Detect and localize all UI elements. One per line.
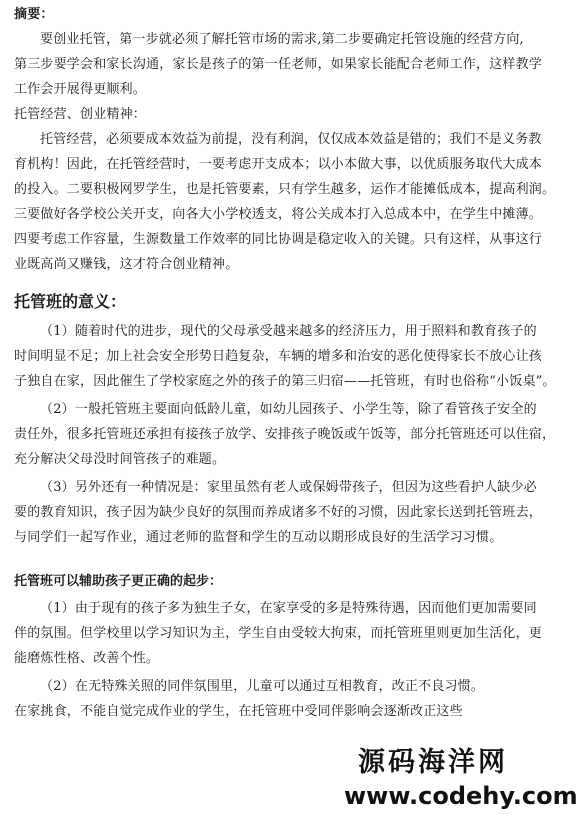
meaning-paragraph-1-line: 子独自在家，因此催生了学校家庭之外的孩子的第三归宿——托管班，有时也俗称“小饭桌”。 <box>14 374 556 389</box>
abstract-heading: 摘要： <box>14 7 54 22</box>
spirit-line: 托管经营，必须要成本效益为前提，没有利润，仅仅成本效益是错的；我们不是义务教 <box>40 132 542 147</box>
spirit-line: 育机构！因此，在托管经营时，一要考虑开支成本；以小本做大事，以优质服务取代大成本 <box>14 157 543 172</box>
abstract-line: 工作会开展得更顺利。 <box>14 82 147 97</box>
meaning-paragraph-2-line: 充分解决父母没时间管孩子的难题。 <box>14 452 226 467</box>
meaning-paragraph-1-line: 时间明显不足；加上社会安全形势日趋复杂，车辆的增多和治安的恶化使得家长不放心让孩 <box>14 349 543 364</box>
spirit-line: 三要做好各学校公关开支，向各大小学校透支，将公关成本打入总成本中，在学生中摊薄。 <box>14 207 543 222</box>
help-paragraph-1-line: 能磨炼性格、改善个性。 <box>14 651 160 666</box>
watermark-name: 源码海洋网 <box>358 747 508 778</box>
meaning-paragraph-3-line: 要的教育知识，孩子因为缺少良好的氛围而养成诸多不好的习惯，因此家长送到托管班去， <box>14 505 543 520</box>
watermark-url: www.codehy.com <box>344 782 578 810</box>
abstract-line: 第三步要学会和家长沟通，家长是孩子的第一任老师，如果家长能配合老师工作，这样教学 <box>14 57 543 72</box>
spirit-line: 业既高尚又赚钱，这才符合创业精神。 <box>14 257 239 272</box>
help-paragraph-2-line: 在家挑食，不能自觉完成作业的学生，在托管班中受同伴影响会逐渐改正这些 <box>14 704 463 719</box>
spirit-line: 四要考虑工作容量，生源数量工作效率的同比协调是稳定收入的关键。只有这样，从事这行 <box>14 232 543 247</box>
meaning-heading: 托管班的意义： <box>14 292 127 311</box>
abstract-line: 要创业托管，第一步就必须了解托管市场的需求,第二步要确定托管设施的经营方向, <box>40 32 524 47</box>
meaning-paragraph-3-line: 与同学们一起写作业，通过老师的监督和学生的互动以期形成良好的生活学习习惯。 <box>14 530 503 545</box>
help-heading: 托管班可以辅助孩子更正确的起步： <box>14 574 223 589</box>
meaning-paragraph-2-line: 责任外，很多托管班还承担有接孩子放学、安排孩子晚饭或午饭等，部分托管班还可以住宿， <box>14 427 556 442</box>
help-paragraph-1-line: （1）由于现有的孩子多为独生子女，在家享受的多是特殊待遇，因而他们更加需要同 <box>40 601 537 616</box>
meaning-paragraph-1-line: （1）随着时代的进步，现代的父母承受越来越多的经济压力，用于照料和教育孩子的 <box>40 324 537 339</box>
help-paragraph-2-line: （2）在无特殊关照的同伴氛围里，儿童可以通过互相教育，改正不良习惯。 <box>40 679 485 694</box>
spirit-line: 的投入。二要积极网罗学生，也是托管要素，只有学生越多，运作才能摊低成本，提高利润。 <box>14 182 556 197</box>
help-paragraph-1-line: 伴的氛围。但学校里以学习知识为主，学生自由受较大拘束，而托管班里则更加生活化，更 <box>14 626 543 641</box>
meaning-paragraph-3-line: （3）另外还有一种情况是：家里虽然有老人或保姆带孩子，但因为这些看护人缺少必 <box>40 480 537 495</box>
meaning-paragraph-2-line: （2）一般托管班主要面向低龄儿童，如幼儿园孩子、小学生等，除了看管孩子安全的 <box>40 402 537 417</box>
spirit-heading: 托管经营、创业精神： <box>14 107 147 122</box>
site-watermark <box>344 745 578 823</box>
